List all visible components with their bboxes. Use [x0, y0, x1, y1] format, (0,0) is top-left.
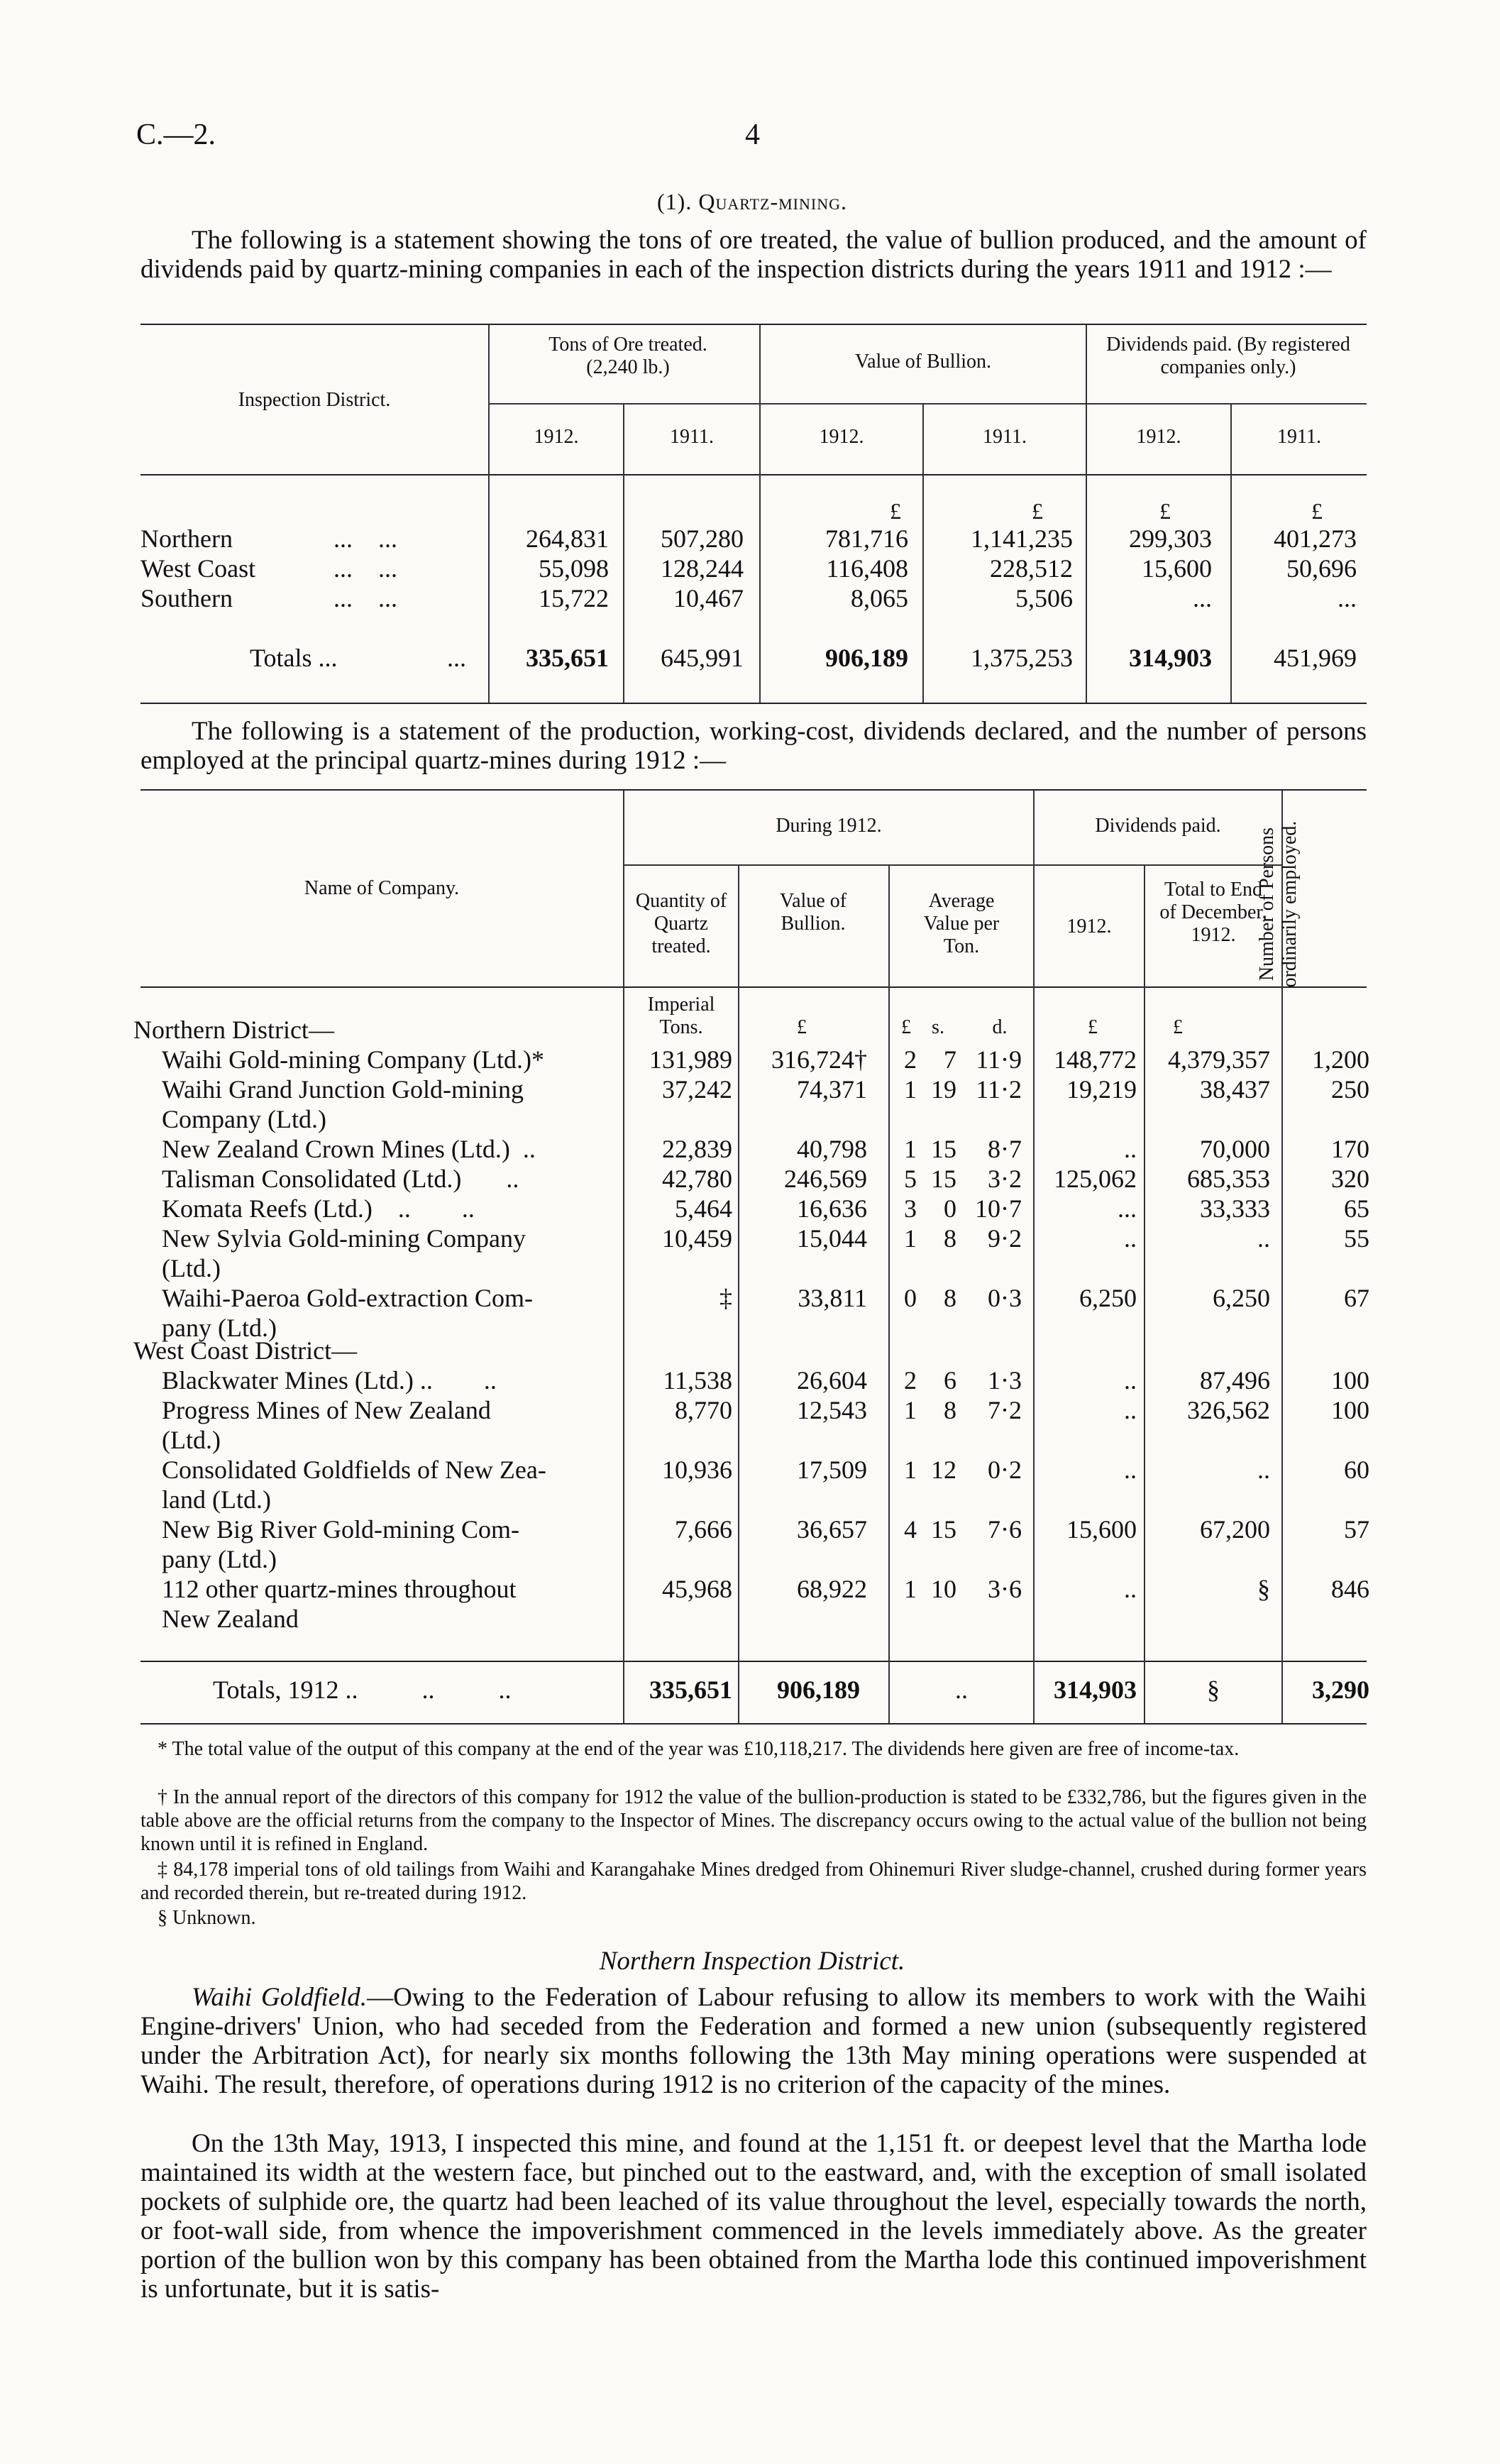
col-header-company: Name of Company. [304, 877, 460, 899]
cell-quantity: 42,780 [662, 1165, 732, 1193]
cell-div-1912: .. [1124, 1135, 1137, 1163]
cell-div-1912: ... [1193, 584, 1212, 612]
cell-avg-shillings: 8 [944, 1396, 956, 1424]
total-qty: 335,651 [649, 1676, 732, 1704]
district-heading: Northern District— [133, 1016, 334, 1044]
cell-avg-pence: 8·7 [988, 1135, 1022, 1163]
cell-avg-pounds: 1 [904, 1075, 917, 1104]
company-name: Waihi Grand Junction Gold-mining [162, 1075, 524, 1104]
company-name: Talisman Consolidated (Ltd.) .. [162, 1165, 519, 1193]
company-name: Progress Mines of New Zealand [162, 1396, 491, 1424]
cell-quantity: 37,242 [662, 1075, 732, 1104]
year-header: 1912. [819, 426, 864, 448]
cell-tons-1912: 55,098 [539, 554, 609, 583]
col-header-dividends: Dividends paid. [1095, 815, 1221, 837]
cell-persons: 57 [1344, 1515, 1369, 1544]
total-dividends: 314,903 [1054, 1676, 1137, 1704]
currency-symbol: £ [1159, 498, 1171, 524]
body-paragraph-2: On the 13th May, 1913, I inspected this mine, and found at the 1,151 ft. or deepest level that the Martha lode maintained its width at the western face, but pinched out to the eastward, and, with the exception of small isolated pockets of sulphide ore, the quartz had been leached of its value throughout the level, especially towards the north, or foot-wall side, from whence the impoverishment commenced in the levels immediately above. As the greater portion of the bullion won by this company has been obtained from the Martha lode this continued impoverishment is unfortunate, but it is satis- [140, 2129, 1367, 2304]
footnote: § Unknown. [158, 1907, 256, 1929]
cell-persons: 1,200 [1312, 1045, 1369, 1074]
year-header: 1911. [670, 426, 714, 448]
cell-persons: 846 [1331, 1575, 1369, 1603]
cell-total: 685,353 [1187, 1165, 1270, 1193]
unit-pound: £ [1173, 1016, 1183, 1038]
cell-persons: 320 [1331, 1165, 1369, 1193]
cell-total: 67,200 [1200, 1515, 1270, 1544]
cell-avg-shillings: 15 [931, 1165, 956, 1193]
cell-total: .. [1257, 1456, 1270, 1484]
company-name: 112 other quartz-mines throughout [162, 1575, 517, 1603]
cell-avg-pounds: 1 [904, 1396, 917, 1424]
company-name-cont: (Ltd.) [162, 1254, 221, 1282]
currency-symbol: £ [1311, 498, 1323, 524]
total-bullion-1912: 906,189 [825, 644, 908, 672]
cell-total: § [1257, 1575, 1270, 1603]
cell-avg-pounds: 1 [904, 1224, 917, 1253]
cell-div-1912: 299,303 [1129, 524, 1212, 553]
cell-div-1912: 125,062 [1054, 1165, 1137, 1193]
total-tons-1911: 645,991 [661, 644, 744, 672]
cell-div-1912: .. [1124, 1224, 1137, 1253]
company-name: Komata Reefs (Ltd.) .. .. [162, 1194, 475, 1223]
cell-div-1912: 15,600 [1066, 1515, 1137, 1544]
cell-avg-pence: 0·2 [988, 1456, 1022, 1484]
cell-avg-pence: 7·2 [988, 1396, 1022, 1424]
company-name: New Big River Gold-mining Com- [162, 1515, 519, 1544]
cell-avg-shillings: 7 [944, 1045, 956, 1074]
footnote: † In the annual report of the directors of this company for 1912 the value of the bullion-production is stated to be £332,786, but the figures given in the table above are the official returns from the company to the Inspector of Mines. The discrepancy occurs owing to the actual value of the bullion not being known until it is refined in England. [140, 1786, 1367, 1855]
cell-div-1912: .. [1124, 1366, 1137, 1395]
cell-bullion-1911: 1,141,235 [971, 524, 1073, 553]
cell-value: 16,636 [797, 1194, 867, 1223]
cell-avg-shillings: 6 [944, 1366, 956, 1395]
total-average: .. [955, 1676, 968, 1704]
cell-div-1912: .. [1124, 1575, 1137, 1603]
col-header-average: Average Value per Ton. [923, 890, 1000, 957]
cell-value: 316,724† [771, 1045, 867, 1074]
cell-avg-pence: 3·6 [988, 1575, 1022, 1603]
cell-avg-pence: 10·7 [975, 1194, 1022, 1223]
cell-avg-pounds: 3 [904, 1194, 917, 1223]
total-div-1911: 451,969 [1274, 644, 1357, 672]
cell-avg-shillings: 8 [944, 1284, 956, 1312]
cell-quantity: 11,538 [663, 1366, 732, 1395]
col-header-dividends: Dividends paid. (By registered companies only.) [1106, 334, 1350, 378]
total-persons: 3,290 [1312, 1676, 1369, 1704]
cell-bullion-1912: 116,408 [826, 554, 908, 583]
company-name: Consolidated Goldfields of New Zea- [162, 1456, 546, 1484]
company-name: New Zealand Crown Mines (Ltd.) .. [162, 1135, 536, 1163]
cell-div-1912: .. [1124, 1456, 1137, 1484]
cell-value: 68,922 [797, 1575, 867, 1603]
cell-avg-pounds: 2 [904, 1045, 917, 1074]
cell-persons: 65 [1344, 1194, 1369, 1223]
cell-avg-shillings: 10 [931, 1575, 956, 1603]
district-heading: West Coast District— [133, 1336, 358, 1365]
total-to-date: § [1207, 1676, 1220, 1704]
cell-persons: 170 [1331, 1135, 1369, 1163]
cell-quantity: 22,839 [662, 1135, 732, 1163]
cell-avg-pence: 11·2 [976, 1075, 1022, 1104]
cell-total: 38,437 [1200, 1075, 1270, 1104]
unit-pound: £ [797, 1016, 807, 1038]
cell-avg-pounds: 1 [904, 1456, 917, 1484]
unit-shillings: s. [932, 1016, 944, 1038]
district-name: Northern [140, 524, 233, 553]
cell-div-1912: 19,219 [1066, 1075, 1137, 1104]
cell-avg-pence: 11·9 [976, 1045, 1022, 1074]
unit-pence: d. [992, 1016, 1008, 1038]
cell-avg-shillings: 19 [931, 1075, 956, 1104]
cell-div-1912: .. [1124, 1396, 1137, 1424]
cell-avg-pounds: 0 [904, 1284, 917, 1312]
cell-persons: 100 [1331, 1396, 1369, 1424]
year-header: 1911. [983, 426, 1027, 448]
cell-tons-1912: 15,722 [539, 584, 609, 612]
total-tons-1912: 335,651 [526, 644, 609, 672]
cell-total: 326,562 [1187, 1396, 1270, 1424]
col-header-quantity: Quantity of Quartz treated. [635, 890, 727, 957]
total-value: 906,189 [777, 1676, 860, 1704]
page-number: 4 [745, 119, 760, 151]
cell-quantity: 10,936 [662, 1456, 732, 1484]
cell-avg-shillings: 12 [931, 1456, 956, 1484]
company-name-cont: pany (Ltd.) [162, 1314, 277, 1342]
district-name: Southern [140, 584, 233, 612]
cell-value: 26,604 [797, 1366, 867, 1395]
company-name: Waihi-Paeroa Gold-extraction Com- [162, 1284, 533, 1312]
cell-value: 15,044 [797, 1224, 867, 1253]
cell-tons-1911: 507,280 [661, 524, 744, 553]
cell-persons: 100 [1331, 1366, 1369, 1395]
col-header-total: Total to End of December, 1912. [1159, 879, 1267, 946]
paragraph-text: —Owing to the Federation of Labour refusing to allow its members to work with the Waihi Engine-drivers' Union, who had seceded from the Federation and formed a new union (subsequently registered under the Arbitration Act), for nearly six months following the 13th May mining operations were suspended at Waihi. The result, therefore, of operations during 1912 is no criterion of the capacity of the mines. [140, 1983, 1367, 2099]
unit-pound: £ [1088, 1016, 1098, 1038]
total-bullion-1911: 1,375,253 [971, 644, 1073, 672]
col-header-value: Value of Bullion. [779, 890, 847, 935]
subheading: Northern Inspection District. [599, 1947, 905, 1976]
cell-persons: 60 [1344, 1456, 1369, 1484]
cell-tons-1911: 128,244 [661, 554, 744, 583]
cell-avg-shillings: 15 [931, 1515, 956, 1544]
cell-tons-1911: 10,467 [673, 584, 744, 612]
cell-value: 246,569 [784, 1165, 867, 1193]
cell-quantity: 131,989 [649, 1045, 732, 1074]
cell-avg-pounds: 1 [904, 1135, 917, 1163]
company-name-cont: (Ltd.) [162, 1426, 221, 1454]
cell-value: 36,657 [797, 1515, 867, 1544]
total-div-1912: 314,903 [1129, 644, 1212, 672]
company-name-cont: land (Ltd.) [162, 1485, 271, 1514]
cell-avg-shillings: 8 [944, 1224, 956, 1253]
cell-avg-pounds: 2 [904, 1366, 917, 1395]
totals-label: Totals ... [250, 644, 338, 672]
cell-avg-pounds: 4 [904, 1515, 917, 1544]
year-header: 1912. [534, 426, 579, 448]
col-header-tons: Tons of Ore treated. (2,240 lb.) [548, 334, 707, 378]
cell-div-1911: ... [1338, 584, 1357, 612]
page: C.—2. 4 (1). Quartz-mining. The following is a statement showing the tons of ore treated, the value of bullion produced, and the amount of dividends paid by quartz-mining companies in each of the inspection districts during the years 1911 and 1912 :— Inspection District. Tons of Ore treated. (2,240 lb.) Value of Bullion. Dividends paid. (By registered companies only.) 1912. 1911. 1912. 1911. 1912. 1911. £ £ £ £ Northern ... ... 264,831 507,280 781,716 1,141,235 299,303 401,273 West Coast ... ... 55,098 128,244 116,408 228,512 15,600 50,696 Southern ... ... 15,722 10,467 8,065 5,506 ... ... Totals ... ... 335,651 645,991 906,189 1,375,253 314,903 451,969 The following is a statement of the production, working-cost, dividends declared, and the number of persons employed at the principal quartz-mines during 1912 :— Name of Company. During 1912. Dividends paid. Quantity of Quartz treated. Value of Bullion. Average Value per Ton. 1912. Total to End of December, 1912. Number of Persons ordinarily employed. Imperial Tons. £ £ s. d. £ £ Northern District— West Coast District— Waihi Gold-mining Company (Ltd.)* 131,989 316,724† 2 7 11·9 148,772 4,379,357 1,200 Waihi Grand Junction Gold-mining Company (Ltd.) 37,242 74,371 1 19 11·2 19,219 38,437 250 New Zealand Crown Mines (Ltd.) .. 22,839 40,798 1 15 8·7 .. 70,000 170 Talisman Consolidated (Ltd.) .. 42,780 246,569 5 15 3·2 125,062 685,353 320 Komata Reefs (Ltd.) .. .. 5,464 16,636 3 0 10·7 ... 33,333 65 New Sylvia Gold-mining Company (Ltd.) 10,459 15,044 1 8 9·2 .. .. 55 Waihi-Paeroa Gold-extraction Com- pany (Ltd.) ‡ 33,811 0 8 0·3 6,250 6,250 67 Blackwater Mines (Ltd.) .. .. 11,538 26,604 2 6 1·3 .. 87,496 100 Progress Mines of New Zealand (Ltd.) 8,770 12,543 1 8 7·2 .. 326,562 100 Consolidated Goldfields of New Zea- land (Ltd.) 10,936 17,509 1 12 0·2 .. .. 60 New Big River Gold-mining Com- pany (Ltd.) 7,666 36,657 4 15 7·6 15,600 67,200 57 112 other quartz-mines throughout New Zealand 45,968 68,922 1 10 3·6 .. § 846 Totals, 1912 .. .. .. 335,651 906,189 .. 314,903 § 3,290 * The total value of the output of this company at the end of the year was £10,118,217. The dividends here given are free of income-tax. † In the annual report of the directors of this company for 1912 the value of the bullion-production is stated to be £332,786, but the figures given in the table above are the official returns from the company to the Inspector of Mines. The discrepancy occurs owing to the actual value of the bullion not being known until it is refined in England. ‡ 84,178 imperial tons of old tailings from Waihi and Karangahake Mines dredged from Ohinemuri River sludge-channel, crushed during former years and recorded therein, but re-treated during 1912. § Unknown. Northern Inspection District. Waihi Goldfield.—Owing to the Federation of Labour refusing to allow its members to work with the Waihi Engine-drivers' Union, who had seceded from the Federation and formed a new union (subsequently registered under the Arbitration Act), for nearly six months following the 13th May mining operations were suspended at Waihi. The result, therefore, of operations during 1912 is no criterion of the capacity of the mines. On the 13th May, 1913, I inspected this mine, and found at the 1,151 ft. or deepest level that the Martha lode maintained its width at the western face, but pinched out to the eastward, and, with the exception of small isolated pockets of sulphide ore, the quartz had been leached of its value throughout the level, especially towards the north, or foot-wall side, from whence the impoverishment commenced in the levels immediately above. As the greater portion of the bullion won by this company has been obtained from the Martha lode this continued impoverishment is unfortunate, but it is satis- [133, 119, 1369, 2304]
district-name: West Coast [140, 554, 256, 583]
cell-value: 74,371 [797, 1075, 867, 1104]
unit-pound: £ [901, 1016, 911, 1038]
cell-persons: 250 [1331, 1075, 1369, 1104]
cell-div-1912: 15,600 [1142, 554, 1212, 583]
year-header: 1911. [1277, 426, 1321, 448]
year-header: 1912. [1136, 426, 1181, 448]
company-name-cont: Company (Ltd.) [162, 1105, 326, 1133]
footnote: ‡ 84,178 imperial tons of old tailings from Waihi and Karangahake Mines dredged from Ohinemuri River sludge-channel, crushed during former years and recorded therein, but re-treated during 1912. [140, 1859, 1367, 1904]
intro-paragraph-1: The following is a statement showing the tons of ore treated, the value of bullion produced, and the amount of dividends paid by quartz-mining companies in each of the inspection districts during the years 1911 and 1912 :— [140, 226, 1367, 284]
cell-bullion-1911: 228,512 [990, 554, 1073, 583]
section-title: (1). Quartz-mining. [657, 189, 847, 214]
cell-total: .. [1257, 1224, 1270, 1253]
cell-value: 17,509 [797, 1456, 867, 1484]
cell-avg-pence: 0·3 [988, 1284, 1022, 1312]
company-name: Waihi Gold-mining Company (Ltd.)* [162, 1045, 545, 1074]
cell-quantity: 45,968 [662, 1575, 732, 1603]
cell-div-1911: 401,273 [1274, 524, 1357, 553]
col-header-during-1912: During 1912. [776, 815, 882, 837]
cell-total: 6,250 [1213, 1284, 1270, 1312]
cell-avg-pence: 3·2 [988, 1165, 1022, 1193]
col-header-bullion: Value of Bullion. [854, 351, 992, 373]
currency-symbol: £ [890, 498, 901, 524]
cell-persons: 67 [1344, 1284, 1369, 1312]
cell-value: 12,543 [797, 1396, 867, 1424]
cell-quantity: 7,666 [675, 1515, 732, 1544]
cell-avg-pounds: 5 [904, 1165, 917, 1193]
cell-quantity: 8,770 [675, 1396, 732, 1424]
unit-imperial-tons: Imperial Tons. [647, 994, 715, 1038]
cell-quantity: 10,459 [662, 1224, 732, 1253]
footnote: * The total value of the output of this company at the end of the year was £10,118,217. The dividends here given are free of income-tax. [158, 1738, 1240, 1760]
intro-paragraph-2: The following is a statement of the production, working-cost, dividends declared, and the number of persons employed at the principal quartz-mines during 1912 :— [140, 717, 1367, 775]
cell-avg-pounds: 1 [904, 1575, 917, 1603]
cell-div-1912: 6,250 [1079, 1284, 1137, 1312]
cell-div-1912: 148,772 [1054, 1045, 1137, 1074]
cell-div-1911: 50,696 [1286, 554, 1357, 583]
cell-persons: 55 [1344, 1224, 1369, 1253]
cell-total: 4,379,357 [1168, 1045, 1270, 1074]
cell-bullion-1912: 8,065 [851, 584, 908, 612]
document-ref: C.—2. [136, 119, 216, 151]
cell-value: 40,798 [797, 1135, 867, 1163]
cell-quantity: ‡ [719, 1284, 732, 1312]
cell-div-1912: ... [1118, 1194, 1137, 1223]
cell-avg-shillings: 0 [944, 1194, 956, 1223]
cell-total: 87,496 [1200, 1366, 1270, 1395]
cell-avg-pence: 9·2 [988, 1224, 1022, 1253]
cell-avg-pence: 7·6 [988, 1515, 1022, 1544]
cell-avg-shillings: 15 [931, 1135, 956, 1163]
col-header-district: Inspection District. [238, 389, 391, 411]
company-name: New Sylvia Gold-mining Company [162, 1224, 526, 1253]
company-name-cont: New Zealand [162, 1605, 299, 1633]
paragraph-lead: Waihi Goldfield. [192, 1983, 368, 2012]
cell-tons-1912: 264,831 [526, 524, 609, 553]
cell-avg-pence: 1·3 [988, 1366, 1022, 1395]
cell-total: 70,000 [1200, 1135, 1270, 1163]
company-name-cont: pany (Ltd.) [162, 1545, 277, 1573]
col-header-persons: Number of Persons ordinarily employed. [1256, 820, 1301, 988]
cell-value: 33,811 [798, 1284, 867, 1312]
totals-label: Totals, 1912 .. .. .. [213, 1676, 512, 1704]
col-header-div-1912: 1912. [1066, 915, 1112, 937]
cell-bullion-1912: 781,716 [825, 524, 908, 553]
body-paragraph-1 [140, 1983, 1367, 2099]
company-name: Blackwater Mines (Ltd.) .. .. [162, 1366, 497, 1395]
cell-total: 33,333 [1200, 1194, 1270, 1223]
cell-quantity: 5,464 [675, 1194, 732, 1223]
currency-symbol: £ [1032, 498, 1043, 524]
cell-bullion-1911: 5,506 [1015, 584, 1073, 612]
